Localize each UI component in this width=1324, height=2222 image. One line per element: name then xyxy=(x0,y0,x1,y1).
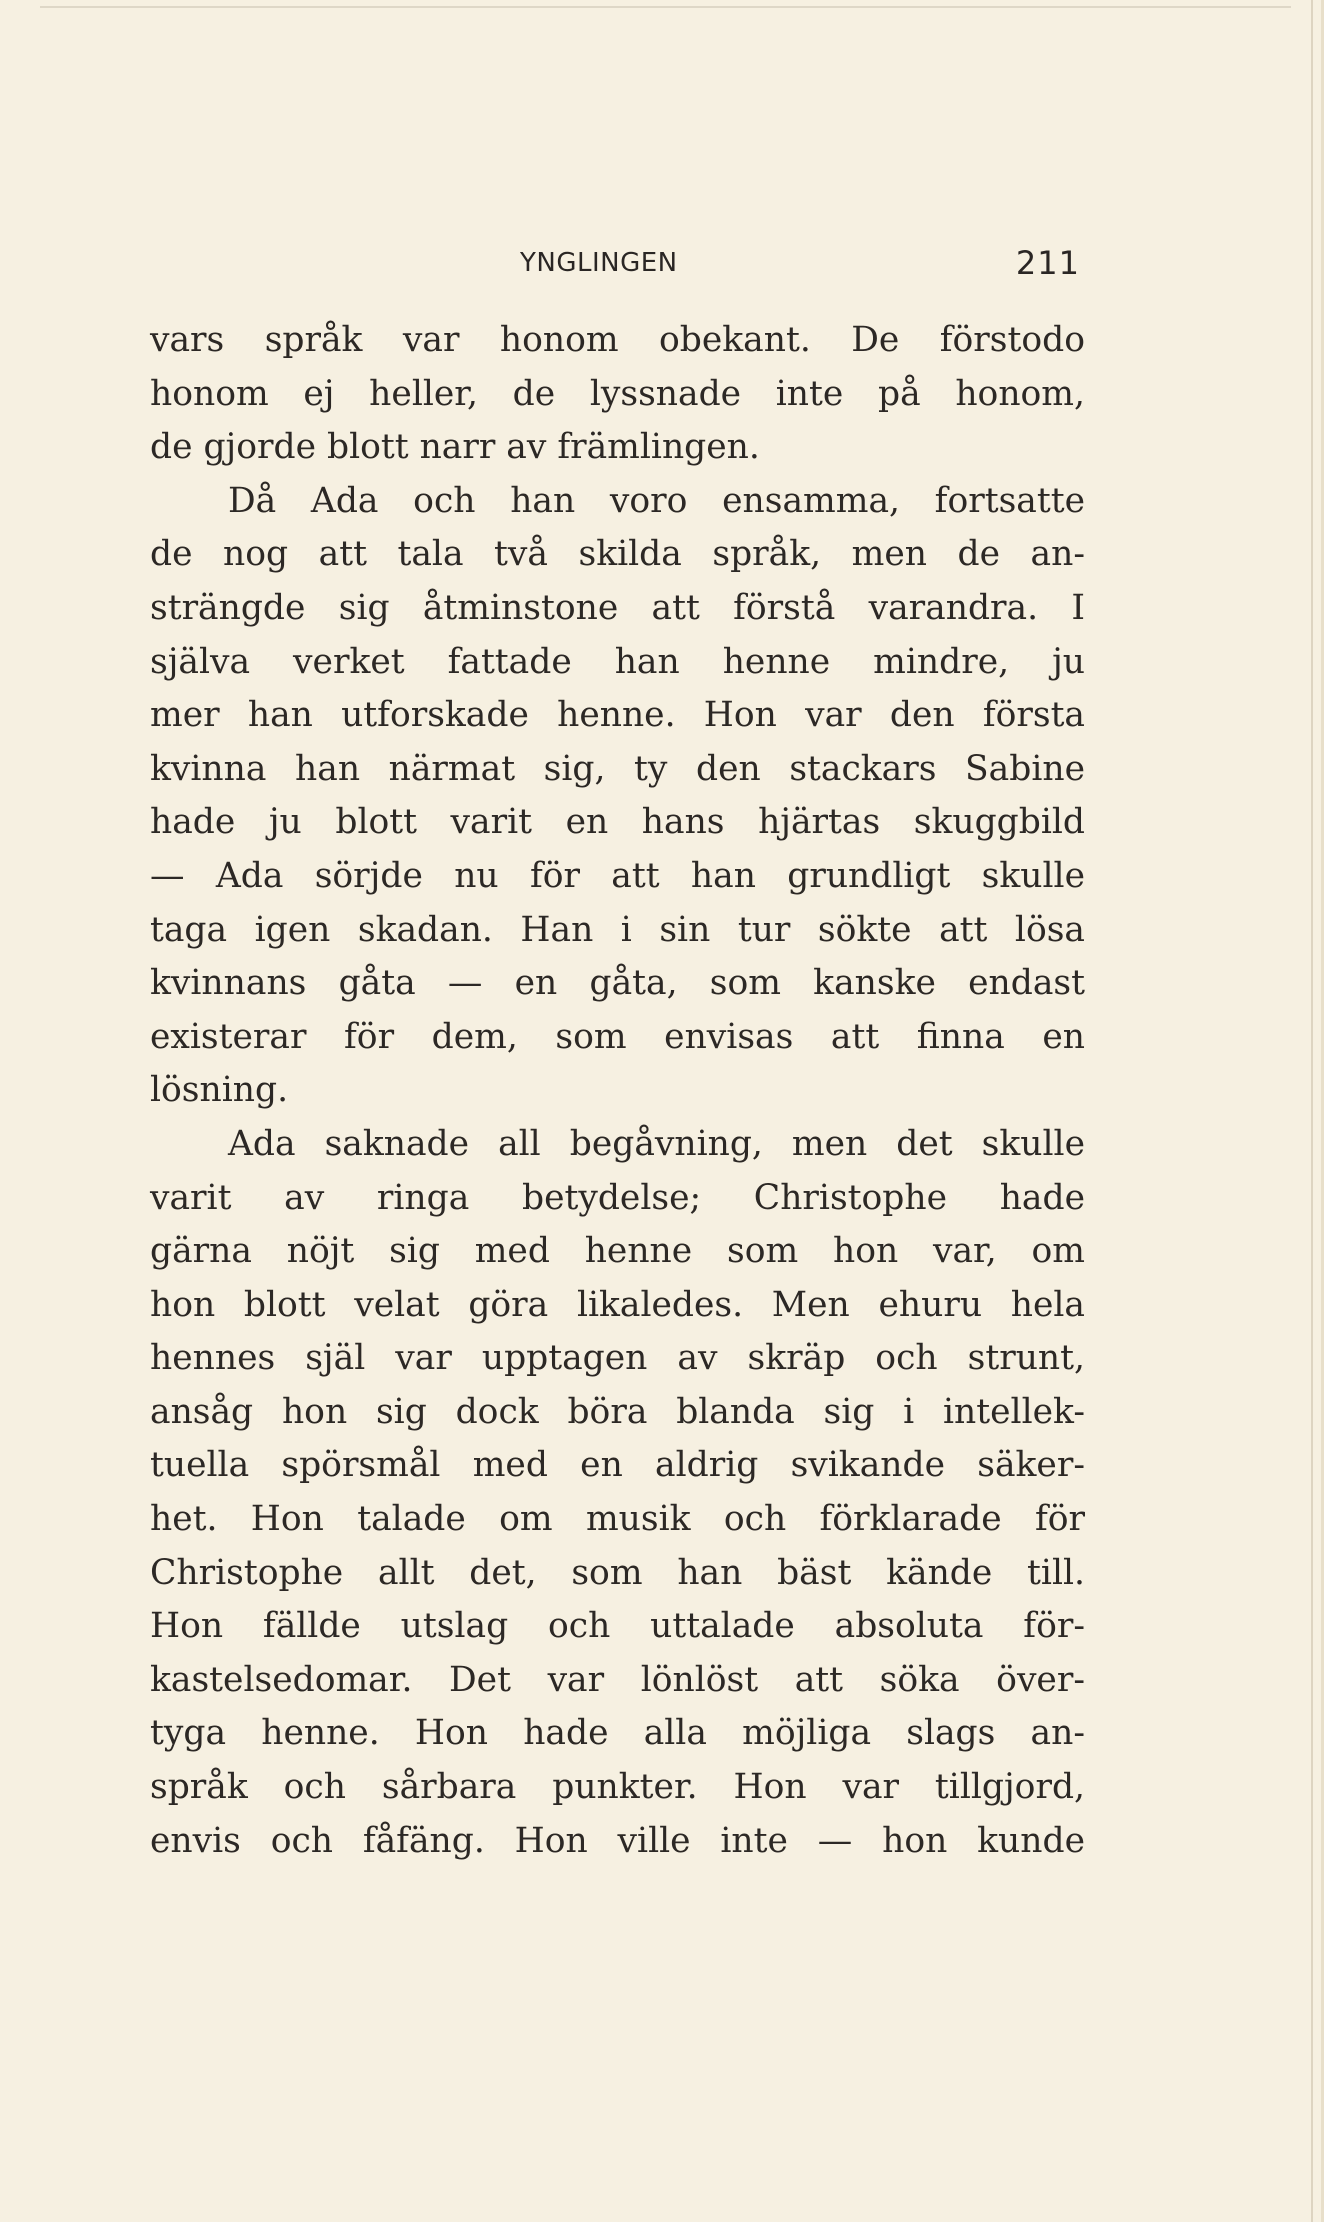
text-line: honom ej heller, de lyssnade inte på honom, xyxy=(150,373,1085,414)
text-line: vars språk var honom obekant. De förstodo xyxy=(150,320,1085,360)
text-line: Då Ada och han voro ensamma, fortsatte xyxy=(228,480,1085,521)
page-number: 211 xyxy=(1015,244,1080,282)
page-header xyxy=(150,246,1080,286)
text-line: själva verket fattade han henne mindre, ju xyxy=(150,641,1085,682)
paragraph-3 xyxy=(150,1118,1085,1868)
text-line: kvinnans gåta — en gåta, som kanske endast xyxy=(150,963,1085,1004)
paragraph-2 xyxy=(150,475,1085,1118)
text-line: existerar för dem, som envisas att finna en xyxy=(150,1016,1085,1057)
text-line: de gjorde blott narr av främlingen. xyxy=(150,427,760,468)
text-line: hon blott velat göra likaledes. Men ehuru hela xyxy=(150,1284,1085,1325)
text-line: Hon fällde utslag och uttalade absoluta för- xyxy=(150,1606,1085,1647)
text-line: Christophe allt det, som han bäst kände till. xyxy=(150,1552,1085,1593)
text-line: ansåg hon sig dock böra blanda sig i intellek- xyxy=(150,1391,1085,1432)
text-line: mer han utforskade henne. Hon var den första xyxy=(150,695,1085,736)
page-right-edge xyxy=(1311,0,1313,2222)
page-top-edge xyxy=(40,6,1291,8)
text-line: gärna nöjt sig med henne som hon var, om xyxy=(150,1231,1085,1272)
paragraph-1 xyxy=(150,314,1085,475)
text-line: envis och fåfäng. Hon ville inte — hon kunde xyxy=(150,1820,1085,1861)
text-line: hade ju blott varit en hans hjärtas skuggbild xyxy=(150,802,1085,843)
text-line: Ada saknade all begåvning, men det skulle xyxy=(228,1123,1085,1164)
text-line: språk och sårbara punkter. Hon var tillgjord, xyxy=(150,1767,1085,1808)
text-line: kastelsedomar. Det var lönlöst att söka över- xyxy=(150,1659,1085,1700)
text-line: tyga henne. Hon hade alla möjliga slags an- xyxy=(150,1713,1085,1754)
text-line: lösning. xyxy=(150,1070,289,1111)
text-line: de nog att tala två skilda språk, men de an- xyxy=(150,534,1085,575)
text-line: hennes själ var upptagen av skräp och strunt, xyxy=(150,1338,1085,1379)
text-line: strängde sig åtminstone att förstå varandra. I xyxy=(150,587,1085,628)
text-line: taga igen skadan. Han i sin tur sökte att lösa xyxy=(150,909,1085,950)
text-line: het. Hon talade om musik och förklarade för xyxy=(150,1499,1085,1540)
text-line: kvinna han närmat sig, ty den stackars Sabine xyxy=(150,748,1085,789)
text-line: varit av ringa betydelse; Christophe hade xyxy=(150,1177,1085,1218)
text-line: tuella spörsmål med en aldrig svikande säker- xyxy=(150,1445,1085,1486)
running-head: YNGLINGEN xyxy=(520,248,678,278)
body-text xyxy=(150,314,1085,1868)
text-line: — Ada sörjde nu för att han grundligt skulle xyxy=(150,855,1085,896)
